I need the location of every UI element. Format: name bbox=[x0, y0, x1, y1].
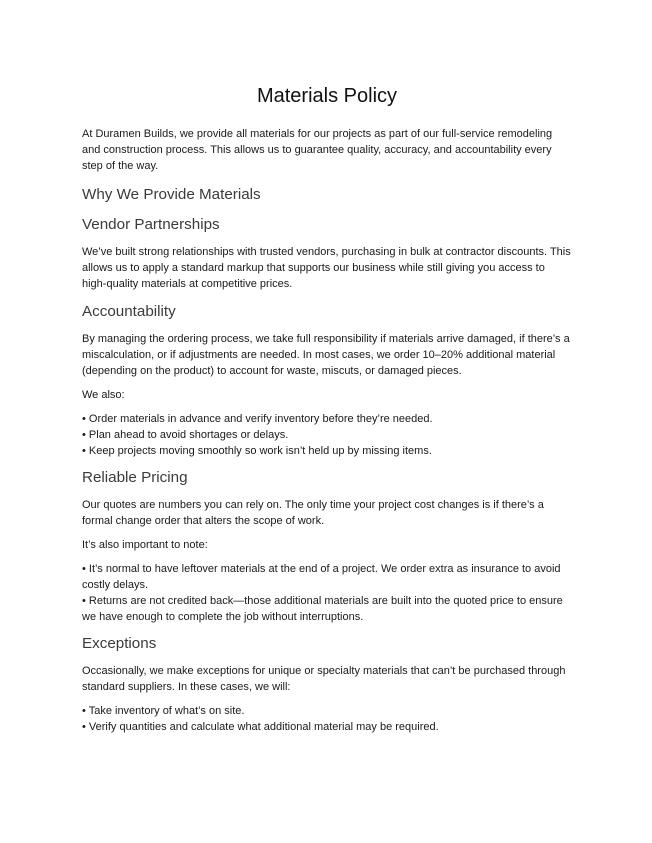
we-also-label: We also: bbox=[82, 389, 125, 401]
list-item: • Order materials in advance and verify inventory before they’re needed. bbox=[82, 413, 433, 425]
list-item: • Verify quantities and calculate what additional material may be required. bbox=[82, 721, 439, 733]
intro-paragraph: At Duramen Builds, we provide all materials for our projects as part of our full-service remodeling and construction process. This allows us to guarantee quality, accuracy, and accountability every step of the way. bbox=[82, 128, 553, 172]
why-heading: Why We Provide Materials bbox=[82, 186, 261, 203]
vendor-paragraph: We’ve built strong relationships with trusted vendors, purchasing in bulk at contractor discounts. This allows us to apply a standard markup that supports our business while still giving you access to high-quality materials at competitive prices. bbox=[82, 246, 571, 290]
accountability-paragraph: By managing the ordering process, we take full responsibility if materials arrive damaged, if there’s a miscalculation, or if adjustments are needed. In most cases, we order 10–20% additional material (depending on the product) to account for waste, miscuts, or damaged pieces. bbox=[82, 333, 570, 377]
accountability-bullet-list bbox=[82, 411, 572, 459]
document-page bbox=[82, 84, 572, 735]
page-title: Materials Policy bbox=[256, 85, 398, 107]
note-label: It’s also important to note: bbox=[82, 539, 208, 551]
list-item: • Plan ahead to avoid shortages or delays. bbox=[82, 429, 289, 441]
pricing-paragraph: Our quotes are numbers you can rely on. The only time your project cost changes is if there’s a formal change order that alters the scope of work. bbox=[82, 499, 544, 527]
exceptions-bullet-list bbox=[82, 703, 572, 735]
list-item: • Keep projects moving smoothly so work isn’t held up by missing items. bbox=[82, 445, 432, 457]
list-item: • Take inventory of what’s on site. bbox=[82, 705, 245, 717]
list-item: • Returns are not credited back—those additional materials are built into the quoted price to ensure we have enough to complete the job without interruptions. bbox=[82, 595, 563, 623]
exceptions-paragraph: Occasionally, we make exceptions for unique or specialty materials that can’t be purchased through standard suppliers. In these cases, we will: bbox=[82, 665, 566, 693]
pricing-bullet-list bbox=[82, 561, 572, 625]
pricing-heading: Reliable Pricing bbox=[82, 469, 188, 486]
exceptions-heading: Exceptions bbox=[82, 635, 157, 652]
list-item: • It’s normal to have leftover materials at the end of a project. We order extra as insurance to avoid costly delays. bbox=[82, 563, 561, 591]
accountability-heading: Accountability bbox=[82, 303, 176, 320]
vendor-heading: Vendor Partnerships bbox=[82, 216, 220, 233]
